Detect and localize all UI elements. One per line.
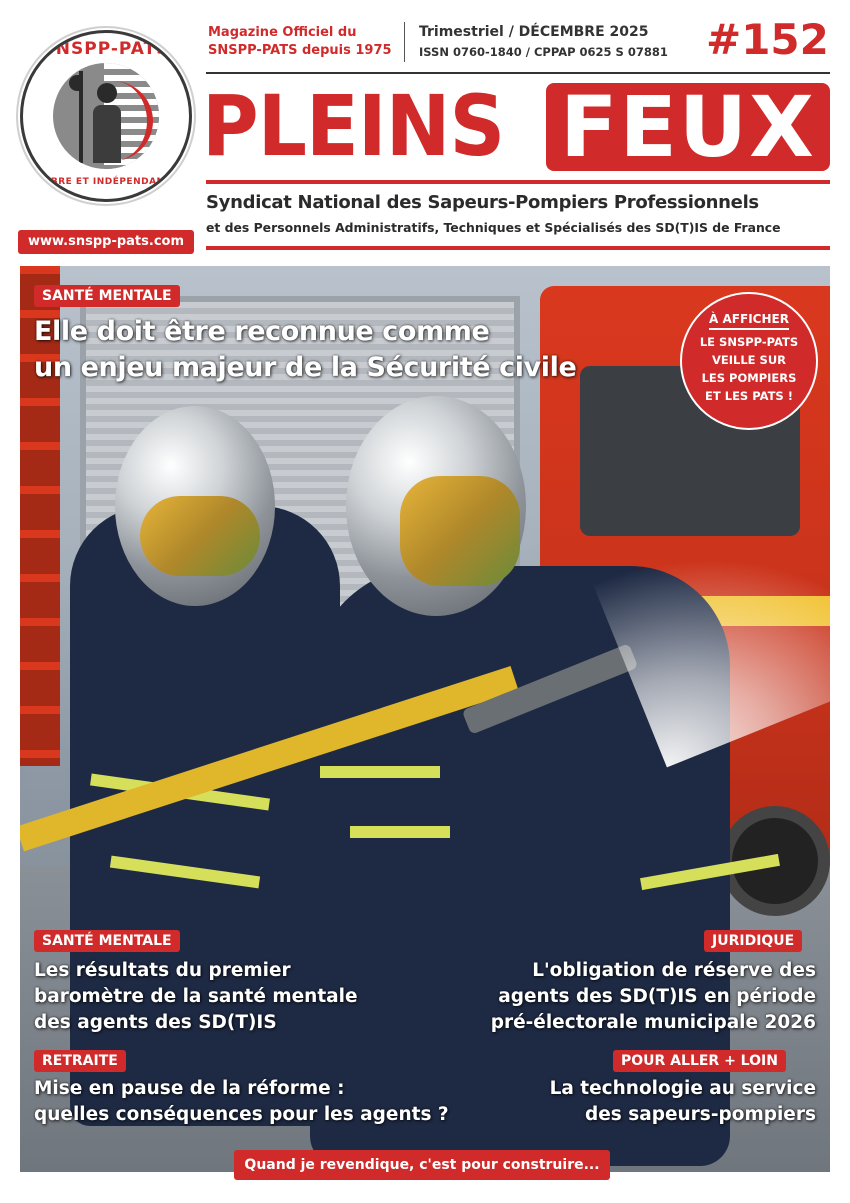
header-divider xyxy=(206,72,830,74)
union-name-continued: et des Personnels Administratifs, Techniques et Spécialisés des SD(T)IS de France xyxy=(206,220,781,235)
story-retraite-headline[interactable] xyxy=(34,1076,449,1128)
badge-line-3: LES POMPIERS xyxy=(701,371,797,385)
reflective-band xyxy=(350,826,450,838)
story-juridique-line-2: agents des SD(T)IS en période xyxy=(498,986,816,1007)
story-retraite-line-1: Mise en pause de la réforme : xyxy=(34,1078,345,1099)
issn-line: ISSN 0760-1840 / CPPAP 0625 S 07881 xyxy=(419,45,668,59)
story-sante-line-1: Les résultats du premier xyxy=(34,960,291,981)
cover-story-line-2: un enjeu majeur de la Sécurité civile xyxy=(34,352,577,383)
official-line-1: Magazine Officiel du xyxy=(208,25,357,40)
firefighter-figure-icon xyxy=(93,73,121,163)
masthead-rule xyxy=(206,180,830,184)
story-sante-kicker: SANTÉ MENTALE xyxy=(34,930,180,952)
story-loin-headline[interactable] xyxy=(550,1076,816,1128)
badge-line-4: ET LES PATS ! xyxy=(705,389,793,403)
story-loin-kicker: POUR ALLER + LOIN xyxy=(613,1050,786,1072)
logo-motto: LIBRE ET INDÉPENDANT xyxy=(40,177,172,187)
logo-emblem xyxy=(53,63,159,169)
story-retraite-line-2: quelles conséquences pour les agents ? xyxy=(34,1104,449,1125)
union-name: Syndicat National des Sapeurs-Pompiers Professionnels xyxy=(206,192,759,213)
masthead-title-pleins: PLEINS xyxy=(202,77,505,175)
axe-icon xyxy=(79,71,83,163)
issue-number: #152 xyxy=(706,15,829,64)
periodicity: Trimestriel / DÉCEMBRE 2025 xyxy=(419,24,649,40)
official-line-2: SNSPP-PATS depuis 1975 xyxy=(208,43,392,58)
story-sante-line-2: baromètre de la santé mentale xyxy=(34,986,358,1007)
story-loin-line-1: La technologie au service xyxy=(549,1078,816,1099)
footer-tagline: Quand je revendique, c'est pour construire... xyxy=(234,1150,610,1180)
masthead-title-feux: FEUX xyxy=(560,78,816,176)
cover-story-line-1: Elle doit être reconnue comme xyxy=(34,316,490,347)
story-loin-line-2: des sapeurs-pompiers xyxy=(584,1104,816,1125)
website-link[interactable]: www.snspp-pats.com xyxy=(18,230,194,254)
masthead-bottom-rule xyxy=(206,246,830,250)
badge-line-1: LE SNSPP-PATS xyxy=(699,335,799,349)
story-retraite-kicker: RETRAITE xyxy=(34,1050,126,1072)
visor-left xyxy=(140,496,260,576)
story-juridique-line-3: pré-électorale municipale 2026 xyxy=(490,1012,816,1033)
cover-story-headline[interactable] xyxy=(34,314,576,386)
poster-badge xyxy=(680,292,818,430)
story-juridique-headline[interactable] xyxy=(491,958,816,1036)
story-juridique-line-1: L'obligation de réserve des xyxy=(532,960,816,981)
logo-top-text: SNSPP-PATS xyxy=(42,39,170,59)
reflective-band xyxy=(320,766,440,778)
story-sante-line-3: des agents des SD(T)IS xyxy=(34,1012,277,1033)
official-magazine-tag xyxy=(208,24,398,60)
badge-line-2: VEILLE SUR xyxy=(711,353,787,367)
publication-meta xyxy=(404,22,668,62)
story-juridique-kicker: JURIDIQUE xyxy=(704,930,802,952)
snspp-pats-logo xyxy=(20,30,192,202)
story-sante-headline[interactable] xyxy=(34,958,358,1036)
masthead-title-feux-box xyxy=(546,78,830,176)
badge-heading: À AFFICHER xyxy=(709,310,789,330)
cover-story-kicker: SANTÉ MENTALE xyxy=(34,285,180,307)
visor-right xyxy=(400,476,520,586)
